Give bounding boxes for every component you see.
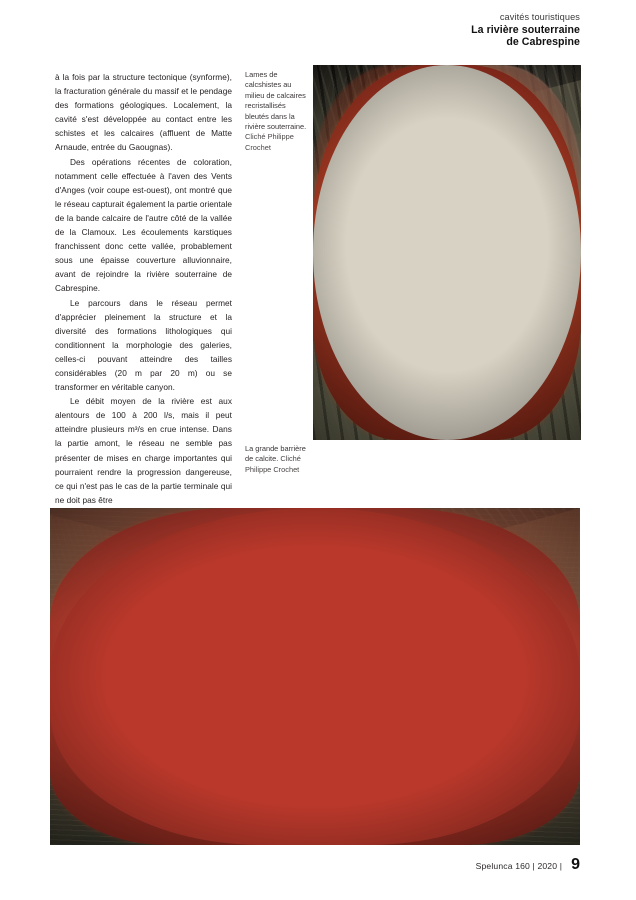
running-head-kicker: cavités touristiques xyxy=(499,12,580,22)
body-paragraph-2: Des opérations récentes de coloration, notamment celle effectuée à l'aven des Vents d'Anges (voir coupe est-ouest), ont montré que le réseau capturait également la partie orientale de la bande calcaire de l'autre côté de la vallée de la Clamoux. Les écoulements karstiques franchissent donc cette vallée, probablement sous une épaisse couverture alluvionnaire, avant de rejoindre la rivière souterraine de Cabrespine. xyxy=(55,156,232,294)
body-paragraph-4: Le débit moyen de la rivière est aux alentours de 100 à 200 l/s, mais il peut atteindre plusieurs m³/s en crue intense. Dans la partie amont, le réseau ne semble pas présenter de mises en charge importantes qui pourraient rendre la progression dangereuse, ce qui n'est pas le cas de la partie terminale qui ne doit pas être xyxy=(55,396,232,505)
running-head-title-line1: La rivière souterraine xyxy=(471,23,580,36)
caption-bottom-photo xyxy=(245,444,307,475)
photo-top-vignette xyxy=(313,65,581,440)
caption-top-photo xyxy=(245,70,307,153)
running-head-title xyxy=(471,24,580,49)
body-text-column xyxy=(55,70,232,507)
caption-top-text: Lames de calcshistes au milieu de calcaires recristallisés bleutés dans la rivière souterraine. xyxy=(245,70,307,132)
photo-bottom-vignette xyxy=(50,508,580,845)
running-head xyxy=(471,12,580,49)
photo-great-calcite-barrier xyxy=(50,508,580,845)
page-footer xyxy=(476,856,580,874)
caption-bottom-text: La grande barrière de calcite. xyxy=(245,444,306,464)
photo-underground-river-canyon xyxy=(313,65,581,440)
running-head-title-line2: de Cabrespine xyxy=(506,36,580,49)
footer-source: Spelunca 160 | 2020 | xyxy=(475,861,563,871)
caption-top-credit: Cliché Philippe Crochet xyxy=(245,132,294,152)
body-paragraph-1: à la fois par la structure tectonique (synforme), la fracturation générale du massif et le pendage des formations géologiques. Localement, la cavité s'est développée au contact entre les schistes et les calcaires (affluent de Matte Arnaude, entrée du Gaougnas). xyxy=(55,72,232,153)
caption-bottom-credit: Cliché Philippe Crochet xyxy=(245,454,301,474)
body-paragraph-3: Le parcours dans le réseau permet d'apprécier pleinement la structure et la diversité des formations lithologiques qui conditionnent la morphologie des galeries, celles-ci pouvant atteindre des tailles considérables (20 m par 20 m) ou se transformer en véritable canyon. xyxy=(55,297,232,393)
page-number: 9 xyxy=(571,856,580,873)
